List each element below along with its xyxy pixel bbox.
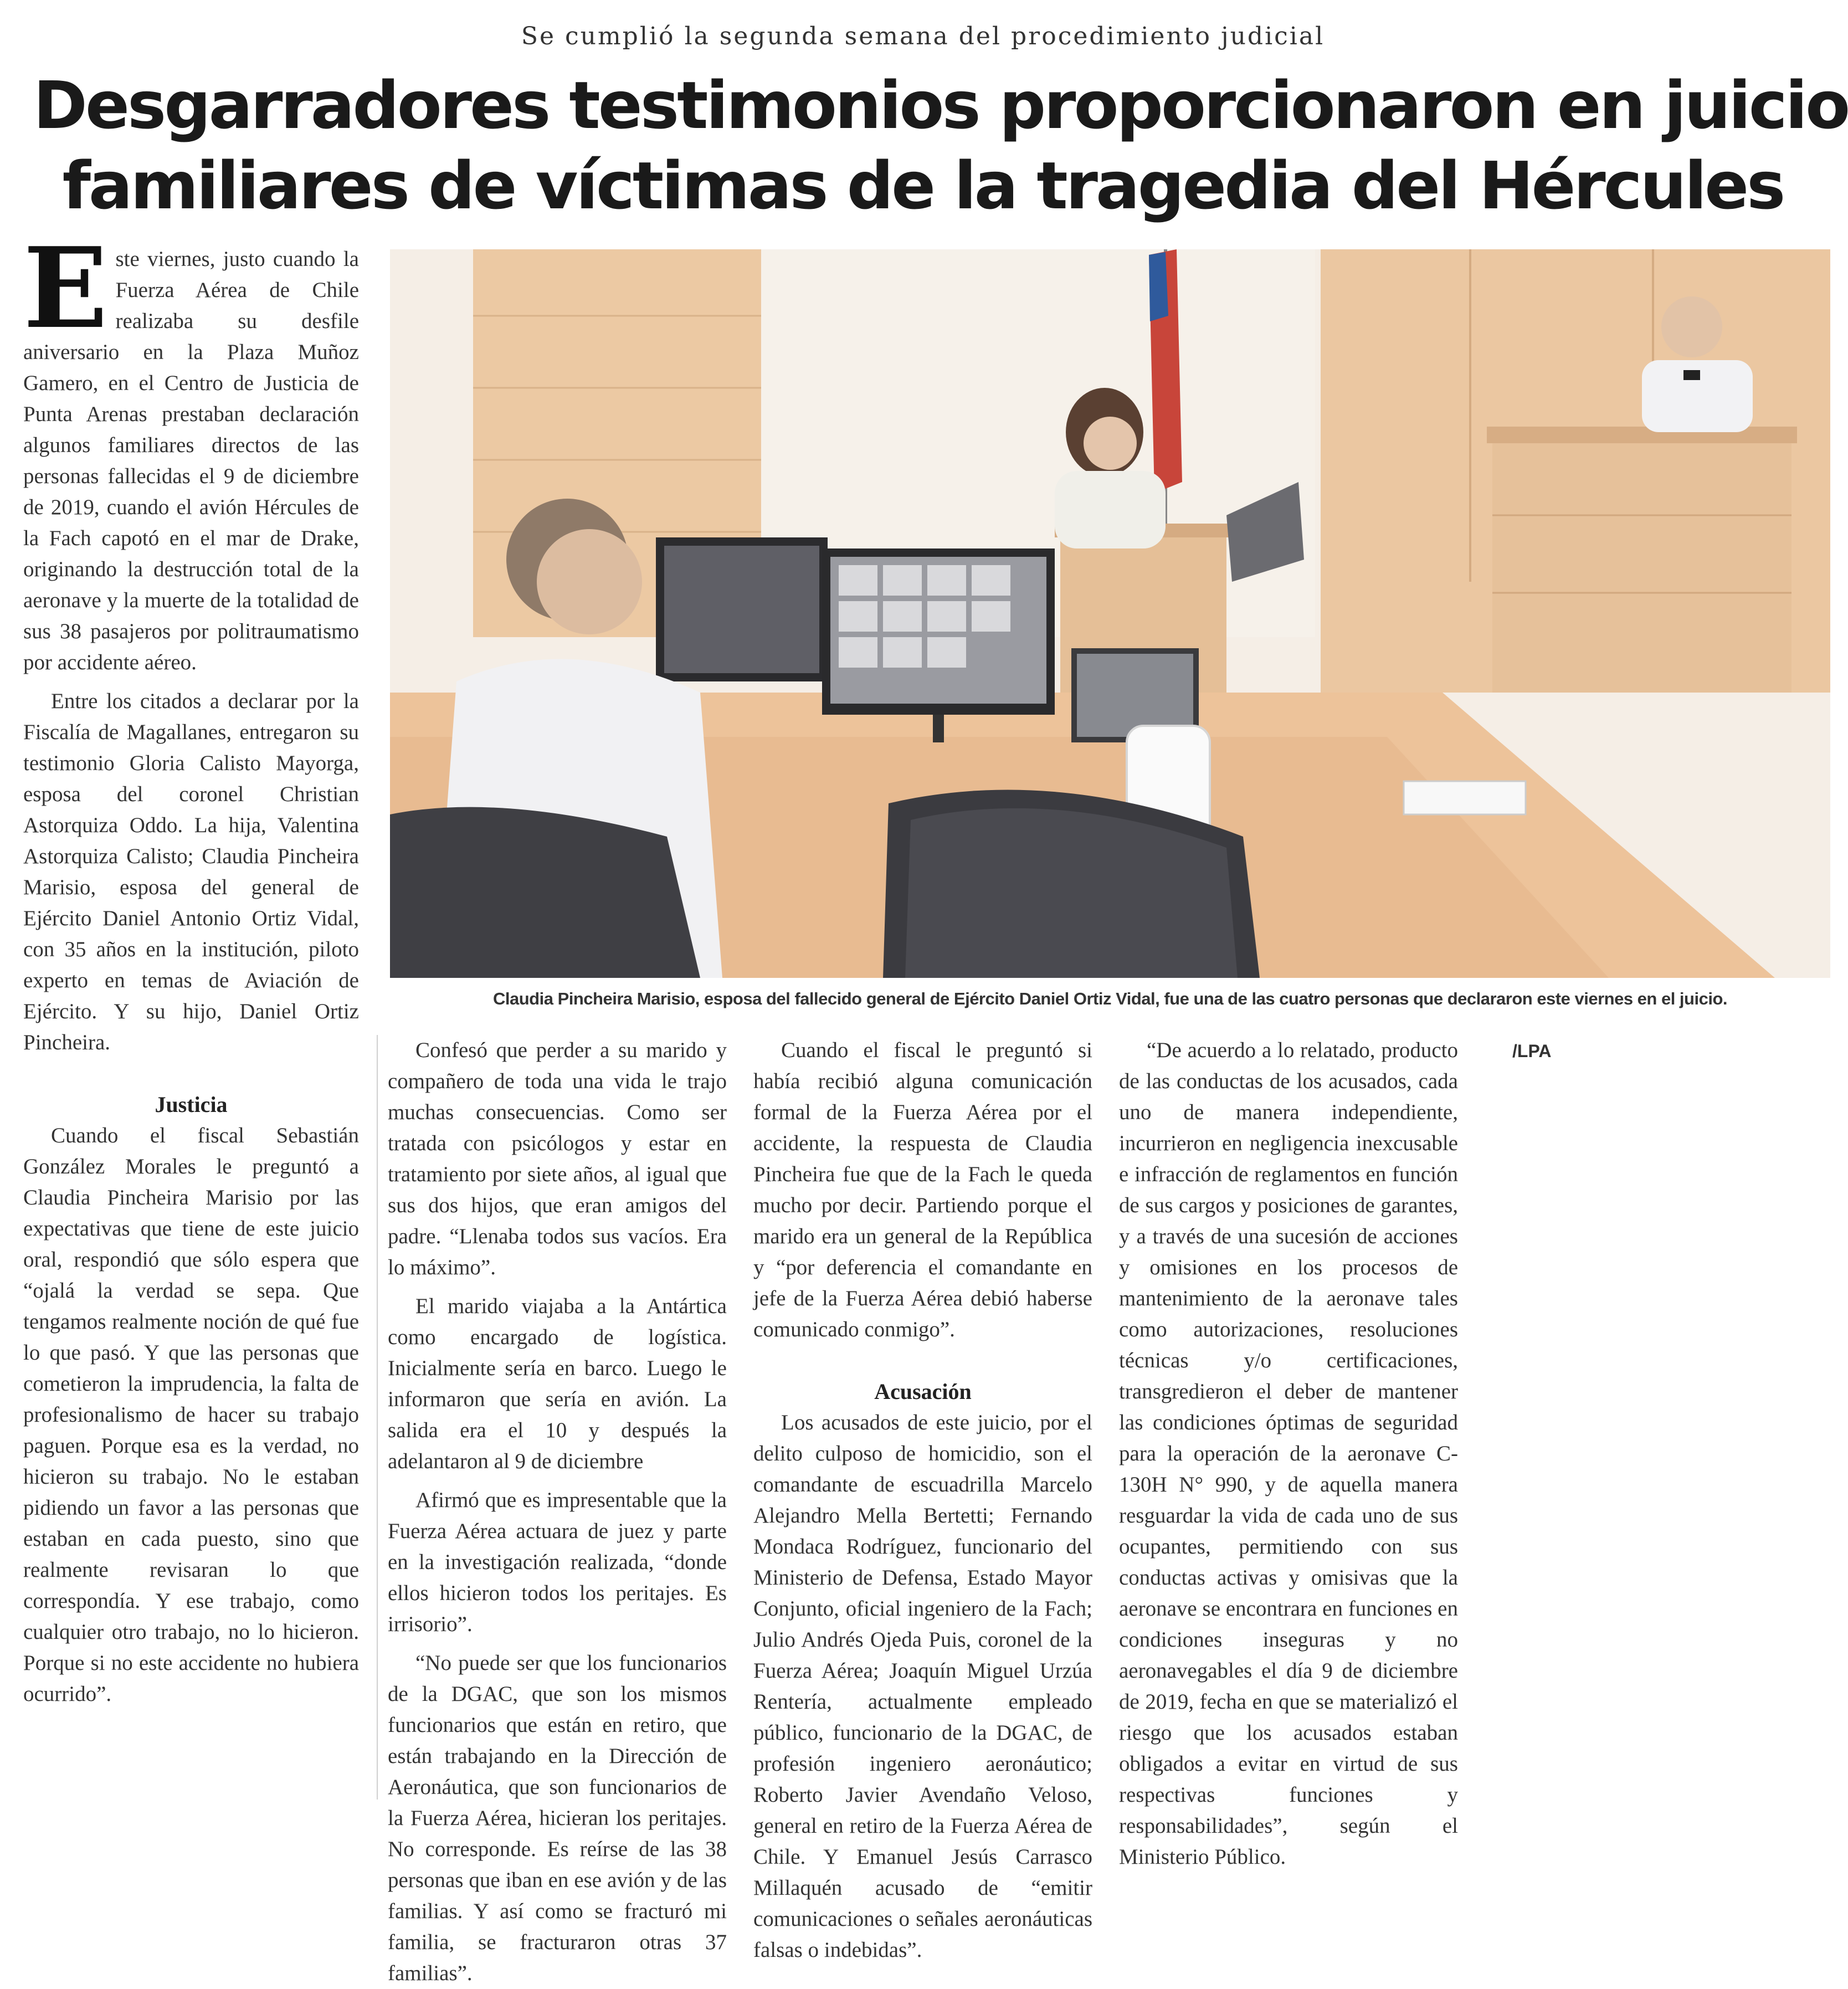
headline [33, 65, 1848, 226]
column-5 [1485, 1035, 1824, 1805]
paragraph-8: Cuando el fiscal le preguntó si había recibió alguna comunicación formal de la Fuerza Aérea por el accidente, la respuesta de Claudia Pincheira fue que de la Fach le queda mucho por decir. Partiendo porque el marido era un general de la República y “por deferencia el comandante en jefe de la Fuerza Aérea debió haberse comunicado conmigo”. [753, 1038, 1092, 1341]
headline-line-2: familiares de víctimas de la tragedia del Hércules [62, 147, 1784, 224]
photo-caption: Claudia Pincheira Marisio, esposa del fallecido general de Ejército Daniel Ortiz Vidal, fue una de las cuatro personas que declararon este viernes en el juicio. [493, 989, 1727, 1008]
subhead-justicia: Justicia [155, 1092, 228, 1117]
paragraph-1: ste viernes, justo cuando la Fuerza Aérea de Chile realizaba su desfile aniversario en la Plaza Muñoz Gamero, en el Centro de Justicia de Punta Arenas prestaban declaración algunos familiares directos de las personas fallecidas el 9 de diciembre de 2019, cuando el avión Hércules de la Fach capotó en el mar de Drake, originando la destrucción total de la aeronave y la muerte de la totalidad de sus 38 pasajeros por politraumatismo por accidente aéreo. [23, 247, 359, 674]
subhead-acusacion: Acusación [874, 1379, 972, 1404]
paragraph-2: Entre los citados a declarar por la Fiscalía de Magallanes, entregaron su testimonio Gloria Calisto Mayorga, esposa del coronel Christian Astorquiza Oddo. La hija, Valentina Astorquiza Calisto; Claudia Pincheira Marisio, esposa del general de Ejército Daniel Antonio Ortiz Vidal, con 35 años en la institución, piloto experto en temas de Aviación de Ejército. Y su hijo, Daniel Ortiz Pincheira. [23, 689, 359, 1054]
courtroom-illustration [390, 249, 1830, 978]
paragraph-10: “De acuerdo a lo relatado, producto de las conductas de los acusados, cada uno de manera independiente, incurrieron en negligencia inexcusable e infracción de reglamentos en función de sus cargos y posiciones de garantes, y a través de una sucesión de acciones y omisiones en los procesos de mantenimiento de la aeronave tales como autorizaciones, resoluciones técnicas y/o certificaciones, transgredieron el deber de mantener las condiciones óptimas de seguridad para la operación de la aeronave C-130H N° 990, y de aquella manera resguardar la vida de cada uno de sus ocupantes, permitiendo con sus conductas activas y omisivas que la aeronave se encontrara en funciones en condiciones inseguras y no aeronavegables el día 9 de diciembre de 2019, fecha en que se materializó el riesgo que los acusados estaban obligados a evitar en virtud de sus respectivas funciones y responsabilidades”, según el Ministerio Público. [1119, 1038, 1458, 1869]
paragraph-4: Confesó que perder a su marido y compañero de toda una vida le trajo muchas consecuencias. Como ser tratada con psicólogos y estar en tratamiento por siete años, al igual que sus dos hijos, que eran amigos del padre. “Llenaba todos sus vacíos. Era lo máximo”. [388, 1038, 727, 1279]
column-1 [23, 223, 359, 1801]
signature-line [1485, 1035, 1824, 1067]
author-signature: /LPA [1512, 1041, 1552, 1061]
column-3 [753, 1035, 1092, 1962]
paragraph-5: El marido viajaba a la Antártica como encargado de logística. Inicialmente sería en barco. Luego le informaron que sería en avión. La salida era el 10 y después la adelantaron al 9 de diciembre [388, 1294, 727, 1473]
paragraph-3: Cuando el fiscal Sebastián González Morales le preguntó a Claudia Pincheira Marisio por las expectativas que tiene de este juicio oral, respondió que sólo espera que “ojalá la verdad se sepa. Que tengamos realmente noción de qué fue lo que pasó. Y que las personas que cometieron la imprudencia, la falta de profesionalismo de hacer su trabajo paguen. Porque esa es la verdad, no hicieron su trabajo. No le estaban pidiendo un favor a las personas que estaban en cada puesto, sino que realmente revisaran lo que correspondía. Y ese trabajo, como cualquier otro trabajo, no lo hicieron. Porque si no este accidente no hubiera ocurrido”. [23, 1124, 359, 1706]
drop-cap: E [23, 223, 108, 353]
column-2 [388, 1035, 727, 1985]
courtroom-photo [390, 249, 1830, 978]
column-divider [377, 1035, 378, 1800]
column-4 [1119, 1035, 1458, 1869]
paragraph-7: “No puede ser que los funcionarios de la DGAC, que son los mismos funcionarios que están en retiro, que están trabajando en la Dirección de Aeronáutica, que son funcionarios de la Fuerza Aérea, hicieran los peritajes. No corresponde. Es reírse de las 38 personas que iban en ese avión y de las familias. Y así como se fracturó mi familia, se fracturaron otras 37 familias”. [388, 1651, 727, 1985]
paragraph-6: Afirmó que es impresentable que la Fuerza Aérea actuara de juez y parte en la investigación realizada, “donde ellos hicieron todos los peritajes. Es irrisorio”. [388, 1488, 727, 1636]
headline-line-1: Desgarradores testimonios proporcionaron en juicio [33, 67, 1848, 143]
paragraph-9: Los acusados de este juicio, por el delito culposo de homicidio, son el comandante de escuadrilla Marcelo Alejandro Mella Bertetti; Fernando Mondaca Rodríguez, funcionario del Ministerio de Defensa, Estado Mayor Conjunto, oficial ingeniero de la Fach; Julio Andrés Ojeda Puis, coronel de la Fuerza Aérea; Joaquín Miguel Urzúa Rentería, actualmente empleado público, funcionario de la DGAC, de profesión ingeniero aeronáutico; Roberto Javier Avendaño Veloso, general en retiro de la Fuerza Aérea de Chile. Y Emanuel Jesús Carrasco Millaquén acusado de “emitir comunicaciones o señales aeronáuticas falsas o indebidas”. [753, 1411, 1092, 1962]
kicker: Se cumplió la segunda semana del procedimiento judicial [521, 22, 1325, 50]
